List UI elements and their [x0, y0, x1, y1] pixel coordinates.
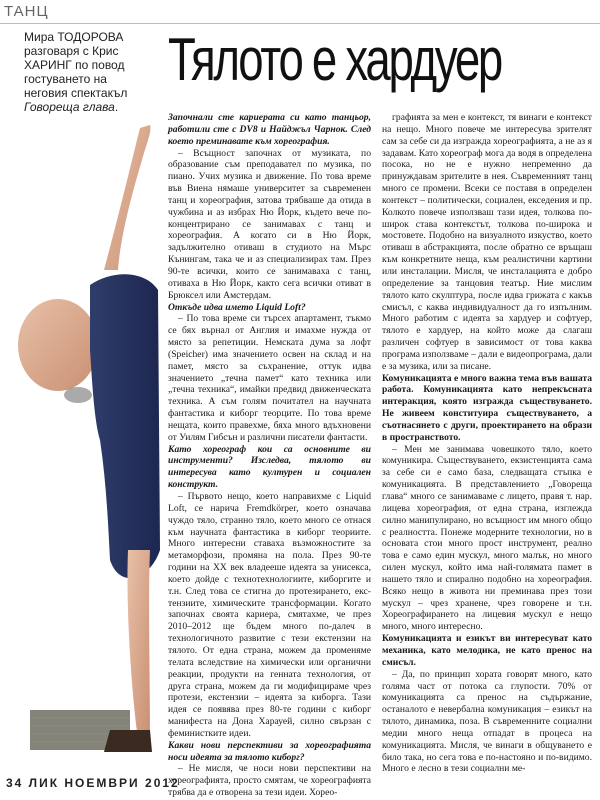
question-paragraph: Като хореограф кои са основните ви инструменти? Изследва, тялото ви интересува като културен и социален конструкт. [168, 443, 371, 491]
header-divider [0, 23, 600, 24]
intro-end: . [114, 100, 119, 114]
intro-text: Мира ТОДОРОВА разговаря с Крис ХАРИНГ по повод гостуването на неговия спектакъл [24, 30, 128, 100]
question-paragraph: Откъде идва името Liquid Loft? [168, 301, 306, 313]
answer-paragraph: – Първото нещо, което направихме с Liquid Loft, се нарича Fremdkörper, което означава чуждо тяло, странно тяло, което много се отнася към научната фантастика в киборг теориите. Много интересни ставаха възможностите за метаморфози, промяна на пола. През 90-те години на ХХ век владееше идеята за унисекса, което дойде с технотехнологиите, киборгите и т.н. След това се стигна до протезирането, екс-тензиите, химическите трансформации. Когато започнах своята кариера, смятахме, че през 2010–2012 ще бъдем много по-далеч в технологичното развитие с тези екстензии на тялото. От една страна, можем да променяме телата вследствие на химически или органични реакции, продукти на генната технология, от друга страна, можем да ги модифицираме чрез протези, екстензии – идеята за киборга. Тази идея се появява през 80-те години с киборг манифеста на Дона Харауей, силно свързан с феминистките идеи. [168, 491, 371, 739]
answer-paragraph: – Мен ме занимава човешкото тяло, което комуникира. Съществуването, екзистенцията сама за себе си е само база, следващата стъпка е комуникацията. В представлението „Говореща глава“ много се занимаваме с лицето, правя т. нар. лицева хореография, от една страна, изглежда силно манипулирано, но всъщност им много общо с реалността. Понеже модерните технологии, но в основата стои много прост инструмент, реално това е само един мускул, много малък, но много силен мускул, който има най-голямата памет в нашето тяло и спирално подобно на хореография. Всяко нещо в живота ни преминава през този мускул – чрез хранене, чрез говорене и т.н. Хореографирането на лицевия мускул е нещо много, много интересно. [382, 443, 592, 633]
section-label: ТАНЦ [4, 3, 49, 20]
answer-paragraph: – Да, по принцип хората говорят много, като голяма част от потока са глупости. 70% от комуникацията са пренос на съдържание, останалото е невербална комуникация – езикът на тялото, динамика, поза. В съвременните социални медии много неща отпадат в процеса на комуникацията. Мисля, че винаги в общуването е било така, но сега това е по-настояно и по-видимо. Много е лесно в тези социални ме- [382, 668, 592, 775]
answer-paragraph: – По това време си търсех апартамент, тъкмо се бях върнал от Англия и имахме нужда от място за репетиции. Немската дума за лофт (Speicher) има значението освен на склад и на памет, място за съхранение, оттук идва значението „течна памет“ като техника или „течна техника“, имайки предвид движенческата техника. А съм голям почитател на научната фантастика и киборг теорците. По това време нещата, които правехме, бяха много вдъхновени от Уилям Гибсън и различни писатели фантасти. [168, 313, 371, 443]
question-paragraph: Комуникацията и езикът ви интересуват като механика, като мелодика, не като пренос на смисъл. [382, 633, 592, 668]
article-title: Тялото е хардуер [168, 26, 501, 93]
question-paragraph: Комуникацията е много важна тема във вашата работа. Комуникацията като непрекъсната интеракция, която изгражда съществуването. Не живеем конституира съществуването, а съотнасянето с други, проектирането на образи в пространството. [382, 372, 592, 443]
answer-paragraph: – Всъщност започнах от музиката, по образование съм преподавател по музика, по пиано. Учих музика и движение. По това време във Виена нямаше университет за съвременен танц и хореография, затова трябваше да отида в чужбина и аз избрах Ню Йорк, където вече по-концентрирано се занимавах с танц и хореография. А когато си в Ню Йорк, задължително отиваш в студиото на Мърс Кънингам, така че и аз специализирах там. През 90-те всички, които се занимаваха с танц, отиваха в Ню Йорк, както сега всички отиват в Брюксел или Амстердам. [168, 147, 371, 301]
answer-paragraph: – Не мисля, че носи нови перспективи на хореографията, просто смятам, че хореографията трябва да е отворена за тези идеи. Хорео- [168, 763, 371, 799]
article-column-1 [168, 112, 371, 799]
dancer-photo [0, 120, 160, 760]
answer-paragraph: графията за мен е контекст, тя винаги е контекст на нещо. Много повече ме интересува зрителят сам за себе си да изгражда хореографията, а не аз я задавам. Като хореограф мога да водя в определена посока, но не е нужно непременно да принуждавам зрителите в нея. Съвременният танц много се промени. Всеки се поставя в определен контекст – политически, социален, екседения и пр. Колкото повече използваш тази идея, толкова по-широк става контекстът, толкова по-широка и мостовете. Подобно на визуалното изкуство, което отиваш в абстракцията, после обратно се връщаш към конкретните неща, към реалистични картини или инсталации. Мисля, че инсталацията е добро определение за танцовия театър. Ние мислим тялото като скулптура, после идва грижата с какъв смисъл, с каква индивидуалност да го изпълним. Много работим с идеята за хардуер и софтуер, тялото е хардуер, на който може да слагаш различен софтуер в зависимост от това каква програма използваме – дали е видеопрограма, дали е за музика, или за писане. [382, 112, 592, 372]
page-footer: 34 ЛИК НОЕМВРИ 2012 [6, 776, 180, 790]
article-column-2 [382, 112, 592, 775]
question-paragraph: Започнали сте кариерата си като танцьор, работили сте с DV8 и Найджъл Чарнок. След което преминавате към хореография. [168, 112, 371, 147]
intro-work-title: Говореща глава [24, 100, 115, 114]
article-intro [24, 30, 152, 114]
question-paragraph: Какви нови перспективи за хореографията носи идеята за тялото киборг? [168, 739, 371, 763]
